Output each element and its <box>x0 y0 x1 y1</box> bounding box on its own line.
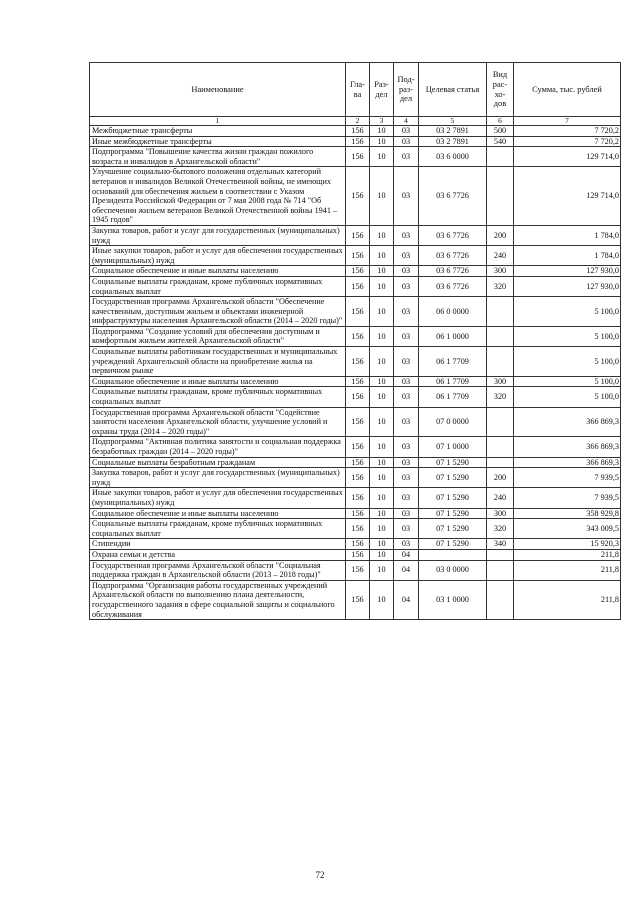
row-glava-cell: 156 <box>346 326 370 346</box>
row-razdel-cell: 10 <box>370 407 394 437</box>
row-name-cell: Государственная программа Архангельской области "Обеспечение качественным, доступным жильем и объектами инженерной инфраструктуры населения Архангельской области (2014 – 2020 годы)" <box>90 297 346 327</box>
row-name-cell: Социальные выплаты гражданам, кроме публичных нормативных социальных выплат <box>90 387 346 407</box>
table-row <box>90 580 621 619</box>
row-name-cell: Социальные выплаты работникам государственных и муниципальных учреждений Архангельской области на приобретение жилья на первичном рынке <box>90 347 346 377</box>
row-celevaya-cell: 03 2 7891 <box>419 126 487 137</box>
row-name-cell: Социальные выплаты гражданам, кроме публичных нормативных социальных выплат <box>90 276 346 296</box>
row-name-cell: Стипендии <box>90 539 346 550</box>
row-podrazdel-cell: 03 <box>394 147 419 167</box>
row-vid-cell: 500 <box>487 126 514 137</box>
row-razdel-cell: 10 <box>370 147 394 167</box>
row-glava-cell: 156 <box>346 519 370 539</box>
row-vid-cell: 540 <box>487 136 514 147</box>
row-summa-cell: 127 930,0 <box>514 276 621 296</box>
row-razdel-cell: 10 <box>370 167 394 226</box>
row-podrazdel-cell: 03 <box>394 136 419 147</box>
row-glava-cell: 156 <box>346 246 370 266</box>
row-celevaya-cell: 06 1 0000 <box>419 326 487 346</box>
row-podrazdel-cell: 03 <box>394 347 419 377</box>
row-podrazdel-cell: 03 <box>394 437 419 457</box>
row-glava-cell: 156 <box>346 167 370 226</box>
row-glava-cell: 156 <box>346 457 370 468</box>
row-podrazdel-cell: 03 <box>394 508 419 519</box>
row-glava-cell: 156 <box>346 488 370 508</box>
row-vid-cell: 200 <box>487 468 514 488</box>
row-summa-cell: 7 939,5 <box>514 488 621 508</box>
row-razdel-cell: 10 <box>370 266 394 277</box>
row-summa-cell: 7 720,2 <box>514 136 621 147</box>
row-podrazdel-cell: 04 <box>394 580 419 619</box>
table-row <box>90 326 621 346</box>
row-summa-cell: 343 009,5 <box>514 519 621 539</box>
row-glava-cell: 156 <box>346 126 370 137</box>
row-podrazdel-cell: 03 <box>394 167 419 226</box>
column-number: 7 <box>514 117 621 126</box>
table-row <box>90 276 621 296</box>
row-podrazdel-cell: 03 <box>394 468 419 488</box>
row-celevaya-cell: 07 1 5290 <box>419 488 487 508</box>
row-glava-cell: 156 <box>346 539 370 550</box>
row-summa-cell: 5 100,0 <box>514 347 621 377</box>
table-row <box>90 387 621 407</box>
row-vid-cell <box>487 347 514 377</box>
row-name-cell: Подпрограмма "Создание условий для обеспечения доступным и комфортным жильем жителей Архангельской области" <box>90 326 346 346</box>
row-glava-cell: 156 <box>346 407 370 437</box>
column-number: 6 <box>487 117 514 126</box>
column-number: 3 <box>370 117 394 126</box>
row-vid-cell: 300 <box>487 508 514 519</box>
row-razdel-cell: 10 <box>370 246 394 266</box>
row-celevaya-cell: 03 6 0000 <box>419 147 487 167</box>
row-celevaya-cell: 06 1 7709 <box>419 376 487 387</box>
row-razdel-cell: 10 <box>370 376 394 387</box>
row-glava-cell: 156 <box>346 549 370 560</box>
row-podrazdel-cell: 03 <box>394 488 419 508</box>
row-name-cell: Закупка товаров, работ и услуг для государственных (муниципальных) нужд <box>90 468 346 488</box>
column-number: 2 <box>346 117 370 126</box>
row-glava-cell: 156 <box>346 376 370 387</box>
row-glava-cell: 156 <box>346 225 370 245</box>
table-row <box>90 437 621 457</box>
row-podrazdel-cell: 03 <box>394 246 419 266</box>
row-celevaya-cell: 07 1 5290 <box>419 508 487 519</box>
row-vid-cell: 340 <box>487 539 514 550</box>
table-row <box>90 539 621 550</box>
row-podrazdel-cell: 04 <box>394 560 419 580</box>
budget-table-page <box>89 62 620 620</box>
row-summa-cell: 129 714,0 <box>514 167 621 226</box>
page-number: 72 <box>315 870 325 880</box>
row-vid-cell <box>487 457 514 468</box>
header-glava: Гла-ва <box>346 63 370 117</box>
row-razdel-cell: 10 <box>370 437 394 457</box>
row-podrazdel-cell: 03 <box>394 376 419 387</box>
row-razdel-cell: 10 <box>370 326 394 346</box>
row-glava-cell: 156 <box>346 266 370 277</box>
table-row <box>90 147 621 167</box>
table-row <box>90 549 621 560</box>
row-vid-cell <box>487 407 514 437</box>
column-number: 4 <box>394 117 419 126</box>
row-summa-cell: 366 869,3 <box>514 407 621 437</box>
row-name-cell: Социальные выплаты гражданам, кроме публичных нормативных социальных выплат <box>90 519 346 539</box>
row-podrazdel-cell: 03 <box>394 225 419 245</box>
header-row <box>90 63 621 117</box>
row-celevaya-cell: 06 1 7709 <box>419 347 487 377</box>
row-podrazdel-cell: 04 <box>394 549 419 560</box>
row-razdel-cell: 10 <box>370 519 394 539</box>
row-razdel-cell: 10 <box>370 580 394 619</box>
row-razdel-cell: 10 <box>370 508 394 519</box>
row-celevaya-cell: 03 6 7726 <box>419 246 487 266</box>
row-vid-cell <box>487 580 514 619</box>
header-celevaya: Целевая статья <box>419 63 487 117</box>
row-razdel-cell: 10 <box>370 387 394 407</box>
row-celevaya-cell <box>419 549 487 560</box>
row-summa-cell: 129 714,0 <box>514 147 621 167</box>
row-vid-cell: 320 <box>487 519 514 539</box>
row-vid-cell <box>487 167 514 226</box>
row-celevaya-cell: 03 6 7726 <box>419 276 487 296</box>
row-vid-cell: 200 <box>487 225 514 245</box>
table-row <box>90 488 621 508</box>
column-number-row <box>90 117 621 126</box>
row-summa-cell: 1 784,0 <box>514 246 621 266</box>
row-razdel-cell: 10 <box>370 457 394 468</box>
row-name-cell: Социальное обеспечение и иные выплаты населению <box>90 376 346 387</box>
row-summa-cell: 15 920,3 <box>514 539 621 550</box>
row-name-cell: Социальное обеспечение и иные выплаты населению <box>90 508 346 519</box>
row-celevaya-cell: 07 0 0000 <box>419 407 487 437</box>
table-row <box>90 246 621 266</box>
table-row <box>90 457 621 468</box>
row-glava-cell: 156 <box>346 347 370 377</box>
row-celevaya-cell: 03 2 7891 <box>419 136 487 147</box>
row-summa-cell: 211,8 <box>514 560 621 580</box>
row-vid-cell: 320 <box>487 387 514 407</box>
row-razdel-cell: 10 <box>370 297 394 327</box>
row-glava-cell: 156 <box>346 560 370 580</box>
column-number: 1 <box>90 117 346 126</box>
row-razdel-cell: 10 <box>370 276 394 296</box>
table-row <box>90 167 621 226</box>
header-summa: Сумма, тыс. рублей <box>514 63 621 117</box>
row-vid-cell <box>487 437 514 457</box>
row-celevaya-cell: 07 1 5290 <box>419 519 487 539</box>
row-name-cell: Иные межбюджетные трансферты <box>90 136 346 147</box>
row-razdel-cell: 10 <box>370 468 394 488</box>
table-row <box>90 297 621 327</box>
row-summa-cell: 5 100,0 <box>514 387 621 407</box>
row-podrazdel-cell: 03 <box>394 457 419 468</box>
row-summa-cell: 7 720,2 <box>514 126 621 137</box>
row-glava-cell: 156 <box>346 508 370 519</box>
row-vid-cell: 240 <box>487 488 514 508</box>
table-row <box>90 347 621 377</box>
row-podrazdel-cell: 03 <box>394 276 419 296</box>
row-name-cell: Подпрограмма "Организация работы государственных учреждений Архангельской области по выполнению плана деятельности, государственного задания в сфере социальной защиты и социального обслуживания <box>90 580 346 619</box>
row-vid-cell <box>487 326 514 346</box>
row-razdel-cell: 10 <box>370 126 394 137</box>
row-razdel-cell: 10 <box>370 136 394 147</box>
budget-table <box>89 62 621 620</box>
row-glava-cell: 156 <box>346 387 370 407</box>
row-summa-cell: 211,8 <box>514 580 621 619</box>
row-celevaya-cell: 07 1 5290 <box>419 468 487 488</box>
table-row <box>90 560 621 580</box>
row-vid-cell: 300 <box>487 266 514 277</box>
row-vid-cell <box>487 147 514 167</box>
row-summa-cell: 366 869,3 <box>514 457 621 468</box>
row-celevaya-cell: 03 1 0000 <box>419 580 487 619</box>
table-row <box>90 266 621 277</box>
table-row <box>90 225 621 245</box>
row-glava-cell: 156 <box>346 580 370 619</box>
row-summa-cell: 211,8 <box>514 549 621 560</box>
row-podrazdel-cell: 03 <box>394 126 419 137</box>
header-name: Наименование <box>90 63 346 117</box>
row-vid-cell: 300 <box>487 376 514 387</box>
table-row <box>90 508 621 519</box>
row-razdel-cell: 10 <box>370 347 394 377</box>
row-name-cell: Иные закупки товаров, работ и услуг для обеспечения государственных (муниципальных) нужд <box>90 246 346 266</box>
row-name-cell: Социальное обеспечение и иные выплаты населению <box>90 266 346 277</box>
row-podrazdel-cell: 03 <box>394 539 419 550</box>
column-number: 5 <box>419 117 487 126</box>
row-podrazdel-cell: 03 <box>394 266 419 277</box>
header-podrazdel: Под-раз-дел <box>394 63 419 117</box>
row-razdel-cell: 10 <box>370 488 394 508</box>
row-podrazdel-cell: 03 <box>394 387 419 407</box>
row-vid-cell <box>487 297 514 327</box>
table-row <box>90 136 621 147</box>
row-summa-cell: 5 100,0 <box>514 376 621 387</box>
row-summa-cell: 1 784,0 <box>514 225 621 245</box>
header-razdel: Раз-дел <box>370 63 394 117</box>
row-name-cell: Улучшение социально-бытового положения отдельных категорий ветеранов и инвалидов Великой Отечественной войны, не имеющих оснований для обеспечения жильем в соответствии с Указом Президента Российской Федерации от 7 мая 2008 года № 714 "Об обеспечении жильем ветеранов Великой Отечественной войны 1941 – 1945 годов" <box>90 167 346 226</box>
table-row <box>90 468 621 488</box>
row-summa-cell: 127 930,0 <box>514 266 621 277</box>
row-glava-cell: 156 <box>346 297 370 327</box>
row-summa-cell: 358 929,8 <box>514 508 621 519</box>
header-vid: Вид рас-хо-дов <box>487 63 514 117</box>
row-name-cell: Закупка товаров, работ и услуг для государственных (муниципальных) нужд <box>90 225 346 245</box>
row-celevaya-cell: 07 1 5290 <box>419 457 487 468</box>
row-podrazdel-cell: 03 <box>394 407 419 437</box>
row-celevaya-cell: 07 1 5290 <box>419 539 487 550</box>
table-row <box>90 126 621 137</box>
table-row <box>90 407 621 437</box>
table-row <box>90 376 621 387</box>
table-body <box>90 126 621 620</box>
table-row <box>90 519 621 539</box>
row-summa-cell: 5 100,0 <box>514 326 621 346</box>
row-name-cell: Иные закупки товаров, работ и услуг для обеспечения государственных (муниципальных) нужд <box>90 488 346 508</box>
row-celevaya-cell: 06 0 0000 <box>419 297 487 327</box>
row-name-cell: Государственная программа Архангельской области "Содействие занятости населения Архангельской области, улучшение условий и охраны труда (2014 – 2020 годы)" <box>90 407 346 437</box>
row-celevaya-cell: 03 0 0000 <box>419 560 487 580</box>
row-name-cell: Государственная программа Архангельской области "Социальная поддержка граждан в Архангельской области (2013 – 2018 годы)" <box>90 560 346 580</box>
row-celevaya-cell: 03 6 7726 <box>419 225 487 245</box>
row-name-cell: Подпрограмма "Повышение качества жизни граждан пожилого возраста и инвалидов в Архангельской области" <box>90 147 346 167</box>
row-name-cell: Социальные выплаты безработным гражданам <box>90 457 346 468</box>
row-glava-cell: 156 <box>346 136 370 147</box>
row-podrazdel-cell: 03 <box>394 297 419 327</box>
row-glava-cell: 156 <box>346 276 370 296</box>
row-glava-cell: 156 <box>346 468 370 488</box>
row-podrazdel-cell: 03 <box>394 326 419 346</box>
row-podrazdel-cell: 03 <box>394 519 419 539</box>
row-celevaya-cell: 06 1 7709 <box>419 387 487 407</box>
row-glava-cell: 156 <box>346 147 370 167</box>
row-vid-cell <box>487 549 514 560</box>
row-name-cell: Межбюджетные трансферты <box>90 126 346 137</box>
row-razdel-cell: 10 <box>370 560 394 580</box>
row-celevaya-cell: 03 6 7726 <box>419 167 487 226</box>
row-glava-cell: 156 <box>346 437 370 457</box>
row-summa-cell: 5 100,0 <box>514 297 621 327</box>
row-celevaya-cell: 07 1 0000 <box>419 437 487 457</box>
row-razdel-cell: 10 <box>370 549 394 560</box>
row-celevaya-cell: 03 6 7726 <box>419 266 487 277</box>
row-razdel-cell: 10 <box>370 539 394 550</box>
row-summa-cell: 7 939,5 <box>514 468 621 488</box>
row-vid-cell <box>487 560 514 580</box>
row-name-cell: Охрана семьи и детства <box>90 549 346 560</box>
row-name-cell: Подпрограмма "Активная политика занятости и социальная поддержка безработных граждан (2014 – 2020 годы)" <box>90 437 346 457</box>
row-summa-cell: 366 869,3 <box>514 437 621 457</box>
row-vid-cell: 320 <box>487 276 514 296</box>
row-razdel-cell: 10 <box>370 225 394 245</box>
row-vid-cell: 240 <box>487 246 514 266</box>
